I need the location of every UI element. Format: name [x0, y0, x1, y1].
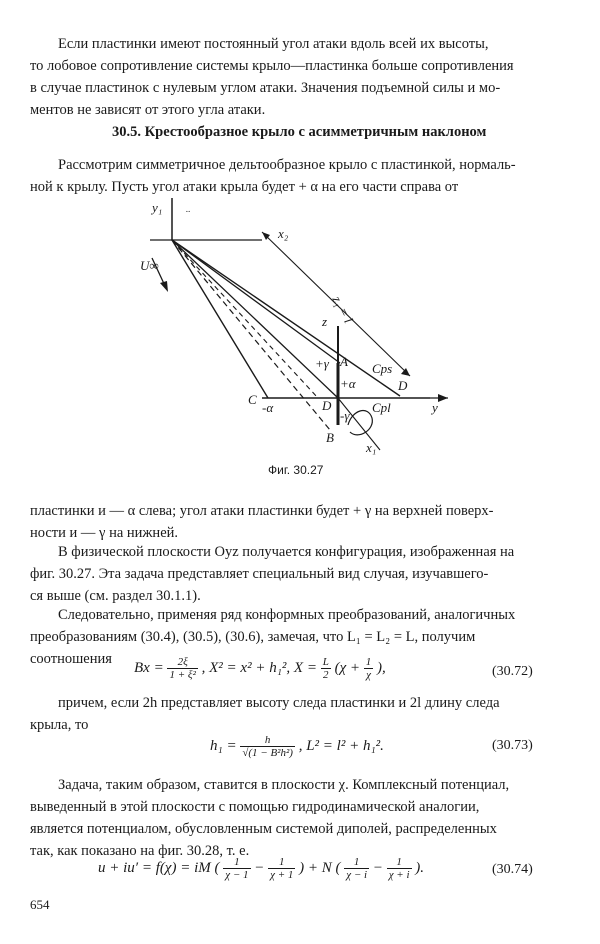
numerator: 1	[268, 856, 295, 869]
numerator: 1	[365, 656, 372, 668]
fraction	[240, 734, 295, 759]
fraction	[321, 656, 331, 681]
numerator: 1	[223, 856, 250, 869]
eq-part: −	[372, 859, 383, 876]
text-line: Если пластинки имеют постоянный угол атаки вдоль всей их высоты,	[58, 36, 489, 52]
fraction	[387, 856, 412, 881]
label-plus-gamma: +γ	[315, 356, 329, 371]
fraction	[344, 856, 369, 881]
equation-number-30-74: (30.74)	[492, 862, 533, 877]
numerator: 1	[344, 856, 369, 869]
eq-part: , L² = l² + h₁².	[298, 737, 384, 754]
text-line: преобразованиям (30.4), (30.5), (30.6), замечая, что L₁ = L₂ = L, получим	[30, 629, 476, 645]
label-B: B	[326, 430, 334, 445]
text-line: является потенциалом, обусловленным системой диполей, распределенных	[30, 821, 497, 837]
figure-caption: Фиг. 30.27	[268, 463, 324, 477]
y-axis-arrow	[438, 394, 448, 402]
numerator: h	[240, 734, 295, 747]
label-y1: y₁	[152, 200, 163, 215]
text-line: Рассмотрим симметричное дельтообразное крыло с пластинкой, нормаль-	[58, 157, 516, 173]
fraction	[268, 856, 295, 881]
denominator: χ + i	[388, 869, 410, 881]
eq-part: ) + N (	[299, 859, 341, 876]
eq-part: −	[254, 859, 265, 876]
text-line: ной к крылу. Пусть угол атаки крыла будет + α на его части справа от	[30, 179, 459, 195]
label-minus-gamma: -γ	[340, 408, 350, 423]
paragraph-5	[30, 692, 552, 736]
text-line: Следовательно, применяя ряд конформных преобразований, аналогичных	[58, 607, 516, 623]
page-number: 654	[30, 897, 50, 912]
inner-dashed-line	[172, 240, 318, 398]
text-line: соотношения	[30, 651, 112, 667]
text-line: ментов не зависят от этого угла атаки.	[30, 102, 266, 118]
paragraph-2	[30, 500, 552, 544]
text-line: Задача, таким образом, ставится в плоскости χ. Комплексный потенциал,	[58, 777, 510, 793]
eq-part: (χ +	[334, 659, 361, 676]
label-A: A	[340, 354, 348, 369]
label-plus-alpha: +α	[340, 376, 356, 391]
equation-number-30-72: (30.72)	[492, 664, 533, 679]
plate-top-edge	[172, 240, 340, 363]
fraction	[223, 856, 250, 881]
wing-left-edge	[172, 240, 268, 398]
denominator: 2	[323, 669, 329, 681]
denominator: 1 + ξ²	[169, 669, 196, 681]
text-line: то лобовое сопротивление системы крыло—пластинка больше сопротивления	[30, 58, 514, 74]
label-diagonal: z₁ = l	[329, 293, 357, 326]
label-minus-alpha: -α	[262, 400, 274, 415]
eq-part: h₁ =	[210, 737, 237, 754]
paragraph-6	[30, 774, 552, 862]
label-C-pl: Cpl	[372, 400, 391, 415]
eq-part: Bx =	[134, 659, 164, 676]
equation-30-72	[134, 656, 386, 681]
label-u-inf: U∞	[140, 258, 159, 273]
section-heading: 30.5. Крестообразное крыло с асимметричным наклоном	[112, 124, 487, 140]
denominator: χ − 1	[225, 869, 249, 881]
label-x2: x₂	[278, 226, 289, 241]
text-line: в случае пластинок с нулевым углом атаки. Значения подъемной силы и мо-	[30, 80, 501, 96]
label-D-center: D	[322, 398, 332, 413]
label-y-axis: y	[432, 400, 438, 415]
numerator: 2ξ	[167, 656, 197, 669]
text-line: ности и — γ на нижней.	[30, 525, 179, 541]
eq-part: ),	[377, 659, 386, 676]
fraction	[167, 656, 197, 681]
text-line: фиг. 30.27. Эта задача представляет специальный вид случая, изучавшего-	[30, 566, 489, 582]
text-line: В физической плоскости Oyz получается конфигурация, изображенная на	[58, 544, 515, 560]
text-line: ся выше (см. раздел 30.1.1).	[30, 588, 201, 604]
text-line: крыла, то	[30, 717, 89, 733]
numerator: L	[322, 656, 329, 668]
freestream-arrow-head	[160, 281, 168, 292]
numerator: 1	[387, 856, 412, 869]
denominator: χ + 1	[270, 869, 294, 881]
text-line: выведенный в этой плоскости с помощью гидродинамической аналогии,	[30, 799, 480, 815]
paragraph-3	[30, 541, 552, 607]
equation-number-30-73: (30.73)	[492, 738, 533, 753]
denominator: √(1 − B²h²)	[242, 747, 293, 759]
denominator: χ − i	[346, 869, 368, 881]
eq-part: ).	[415, 859, 425, 876]
label-C-ps: Cps	[372, 361, 393, 376]
denominator: χ	[366, 669, 371, 681]
label-C-left: C	[248, 392, 257, 407]
fraction	[364, 656, 374, 681]
text-line: пластинки и — α слева; угол атаки пластинки будет + γ на верхней поверх-	[30, 503, 494, 519]
wing-right-edge	[172, 240, 400, 396]
eq-part: , X² = x² + h₁², X =	[201, 659, 317, 676]
text-line: так, как показано на фиг. 30.28, т. е.	[30, 843, 250, 859]
label-x1: x₁	[366, 440, 377, 455]
eq-part: u + iu′ = f(χ) = iM (	[98, 859, 220, 876]
text-line: причем, если 2h представляет высоту следа пластинки и 2l длину следа	[58, 695, 500, 711]
label-D-right: D	[398, 378, 408, 393]
root-line	[172, 240, 338, 398]
label-z: z	[322, 314, 328, 329]
equation-30-74	[98, 856, 424, 881]
equation-30-73	[210, 734, 384, 759]
tick-mark: ..	[186, 204, 191, 214]
